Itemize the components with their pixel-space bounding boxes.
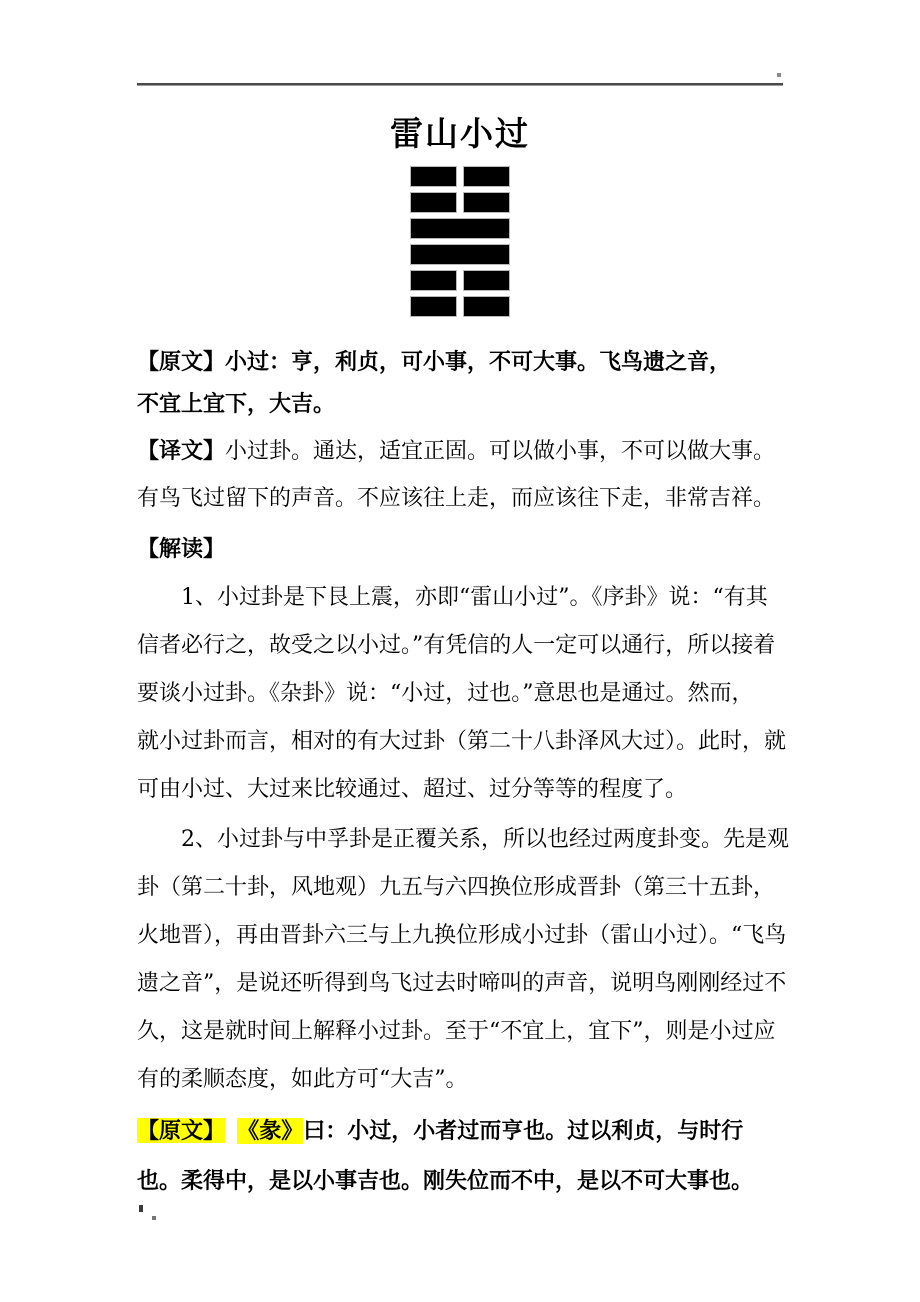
heading-jiedu: 【解读】 xyxy=(137,536,226,561)
paragraph-yiwen xyxy=(137,427,783,522)
paragraph-yuanwen xyxy=(137,341,783,425)
text-line: 有鸟飞过留下的声音。不应该往上走，而应该往下走，非常吉祥。 xyxy=(137,486,776,511)
highlighted-tuan-label: 《彖》 xyxy=(237,1118,304,1144)
text-line: 【原文】小过：亨，利贞，可小事，不可大事。飞鸟遗之音， xyxy=(137,349,732,374)
text-line: 1、小过卦是下艮上震，亦即“雷山小过”。《序卦》说：“有其 xyxy=(181,585,768,610)
text-line: 信者必行之，故受之以小过。”有凭信的人一定可以通行，所以接着 xyxy=(137,633,776,658)
hexagram-bar xyxy=(463,166,510,187)
text-line: 有的柔顺态度，如此方可“大吉”。 xyxy=(137,1067,468,1092)
yiwen-text: 小过卦。通达，适宜正固。可以做小事，不可以做大事。 xyxy=(225,439,776,464)
hexagram-line-broken xyxy=(410,270,510,291)
hexagram-bar xyxy=(410,296,457,317)
hexagram-figure xyxy=(410,166,510,317)
text-line: 也。柔得中，是以小事吉也。刚失位而不中，是以不可大事也。 xyxy=(137,1168,754,1193)
hexagram-bar xyxy=(463,270,510,291)
text-line: 火地晋），再由晋卦六三与上九换位形成小过卦（雷山小过）。“飞鸟 xyxy=(137,923,787,948)
hexagram-bar xyxy=(410,244,510,265)
paragraph-jiedu-2 xyxy=(137,816,789,1104)
text-line: 不宜上宜下，大吉。 xyxy=(137,391,336,416)
text-line: 要谈小过卦。《杂卦》说：“小过，过也。”意思也是通过。然而， xyxy=(137,681,754,706)
hexagram-bar xyxy=(463,296,510,317)
text-line xyxy=(137,1106,783,1156)
hexagram-bar xyxy=(410,270,457,291)
header-rule xyxy=(137,83,783,86)
highlight-gap xyxy=(225,1118,237,1143)
text-line: 卦（第二十卦，风地观）九五与六四换位形成晋卦（第三十五卦， xyxy=(137,875,776,900)
text-line: 就小过卦而言，相对的有大过卦（第二十八卦泽风大过）。此时，就 xyxy=(137,729,787,754)
page-artifact-speck xyxy=(777,73,781,77)
text-line: 2、小过卦与中孚卦是正覆关系，所以也经过两度卦变。先是观 xyxy=(181,827,789,852)
page-content xyxy=(137,83,789,1206)
hexagram-line-broken xyxy=(410,166,510,187)
text-line: 遗之音”，是说还听得到鸟飞过去时啼叫的声音，说明鸟刚刚经过不 xyxy=(137,971,787,996)
text-line: 可由小过、大过来比较通过、超过、过分等等的程度了。 xyxy=(137,777,688,802)
highlighted-yuanwen-label: 【原文】 xyxy=(137,1118,226,1143)
hexagram-line-solid xyxy=(410,218,510,239)
hexagram-bar xyxy=(410,166,457,187)
text-line xyxy=(137,427,783,475)
hexagram-line-broken xyxy=(410,296,510,317)
hexagram-bar xyxy=(463,192,510,213)
page-artifact-speck xyxy=(139,1205,143,1212)
page-title: 雷山小过 xyxy=(390,115,530,152)
page-artifact-speck xyxy=(152,1216,156,1220)
yiwen-label: 【译文】 xyxy=(137,438,226,463)
hexagram-bar xyxy=(410,192,457,213)
text-line: 久，这是就时间上解释小过卦。至于“不宜上，宜下”，则是小过应 xyxy=(137,1019,776,1044)
hexagram-bar xyxy=(410,218,510,239)
hexagram-line-broken xyxy=(410,192,510,213)
paragraph-tuan xyxy=(137,1106,783,1206)
hexagram-line-solid xyxy=(410,244,510,265)
tuan-text: 曰：小过，小者过而亨也。过以利贞，与时行 xyxy=(303,1118,744,1143)
paragraph-jiedu-1 xyxy=(137,574,787,814)
